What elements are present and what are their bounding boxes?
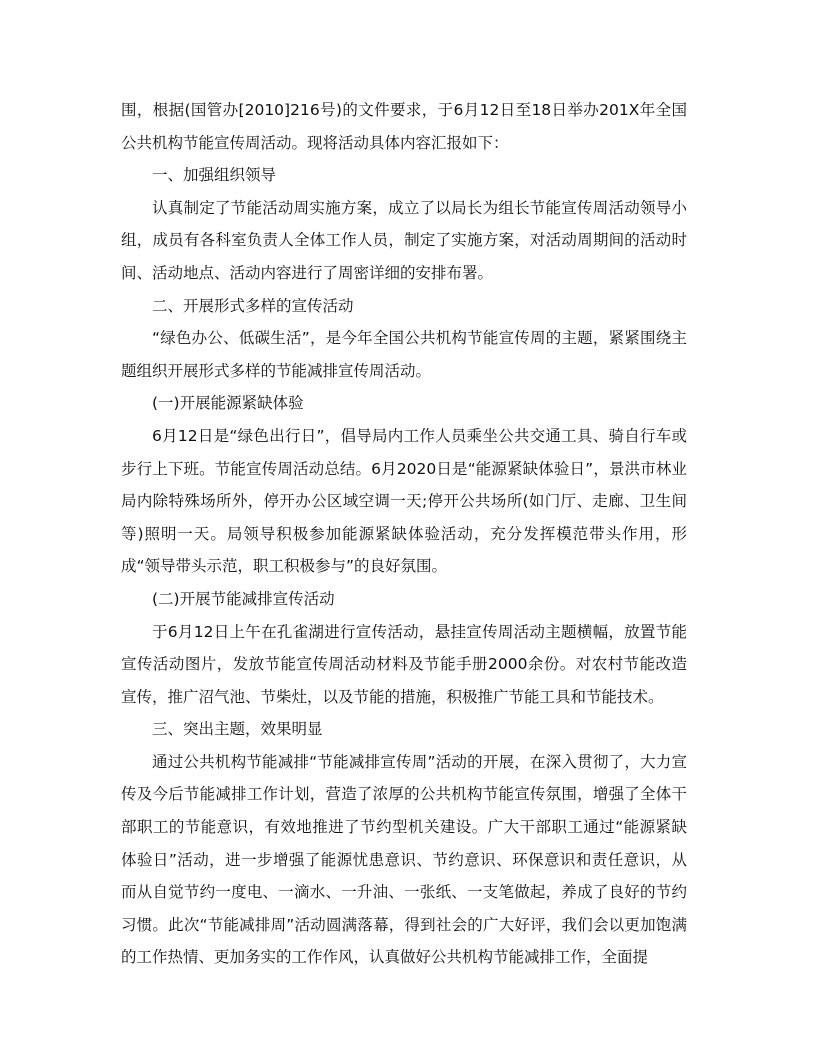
paragraph: (二)开展节能减排宣传活动 <box>152 589 335 608</box>
paragraph: 通过公共机构节能减排“节能减排宣传周”活动的开展，在深入贯彻了，大力宣传及今后节能减排工作计划，营造了浓厚的公共机构节能宣传氛围，增强了全体干部职工的节能意识，有效地推进了节约型机关建设。广大干部职工通过“能源紧缺体验日”活动，进一步增强了能源忧患意识、节约意识、环保意识和责任意识，从而从自觉节约一度电、一滴水、一升油、一张纸、一支笔做起，养成了良好的节约习惯。此次“节能减排周”活动圆满落幕，得到社会的广大好评，我们会以更加饱满的工作热情、更加务实的工作作风，认真做好公共机构节能减排工作，全面提 <box>121 752 687 967</box>
paragraph: “绿色办公、低碳生活”，是今年全国公共机构节能宣传周的主题，紧紧围绕主题组织开展形式多样的节能减排宣传周活动。 <box>121 329 687 380</box>
paragraph: 认真制定了节能活动周实施方案，成立了以局长为组长节能宣传周活动领导小组，成员有各科室负责人全体工作人员，制定了实施方案，对活动周期间的活动时间、活动地点、活动内容进行了周密详细的安排布署。 <box>121 198 687 282</box>
paragraph: 于6月12日上午在孔雀湖进行宣传活动，悬挂宣传周活动主题横幅，放置节能宣传活动图片，发放节能宣传周活动材料及节能手册2000余份。对农村节能改造宣传，推广沼气池、节柴灶，以及节能的措施，积极推广节能工具和节能技术。 <box>121 622 687 706</box>
paragraph: (一)开展能源紧缺体验 <box>152 394 304 413</box>
paragraph: 一、加强组织领导 <box>152 166 277 185</box>
paragraph: 围，根据(国管办[2010]216号)的文件要求，于6月12日至18日举办201X年全国公共机构节能宣传周活动。现将活动具体内容汇报如下： <box>121 101 687 152</box>
paragraph: 三、突出主题，效果明显 <box>152 720 323 739</box>
paragraph: 二、开展形式多样的宣传活动 <box>152 296 354 315</box>
document-body <box>121 94 687 974</box>
paragraph: 6月12日是“绿色出行日”，倡导局内工作人员乘坐公共交通工具、骑自行车或步行上下班。节能宣传周活动总结。6月2020日是“能源紧缺体验日”，景洪市林业局内除特殊场所外，停开办公区域空调一天;停开公共场所(如门厅、走廊、卫生间等)照明一天。局领导积极参加能源紧缺体验活动，充分发挥模范带头作用，形成“领导带头示范，职工积极参与”的良好氛围。 <box>121 426 687 576</box>
